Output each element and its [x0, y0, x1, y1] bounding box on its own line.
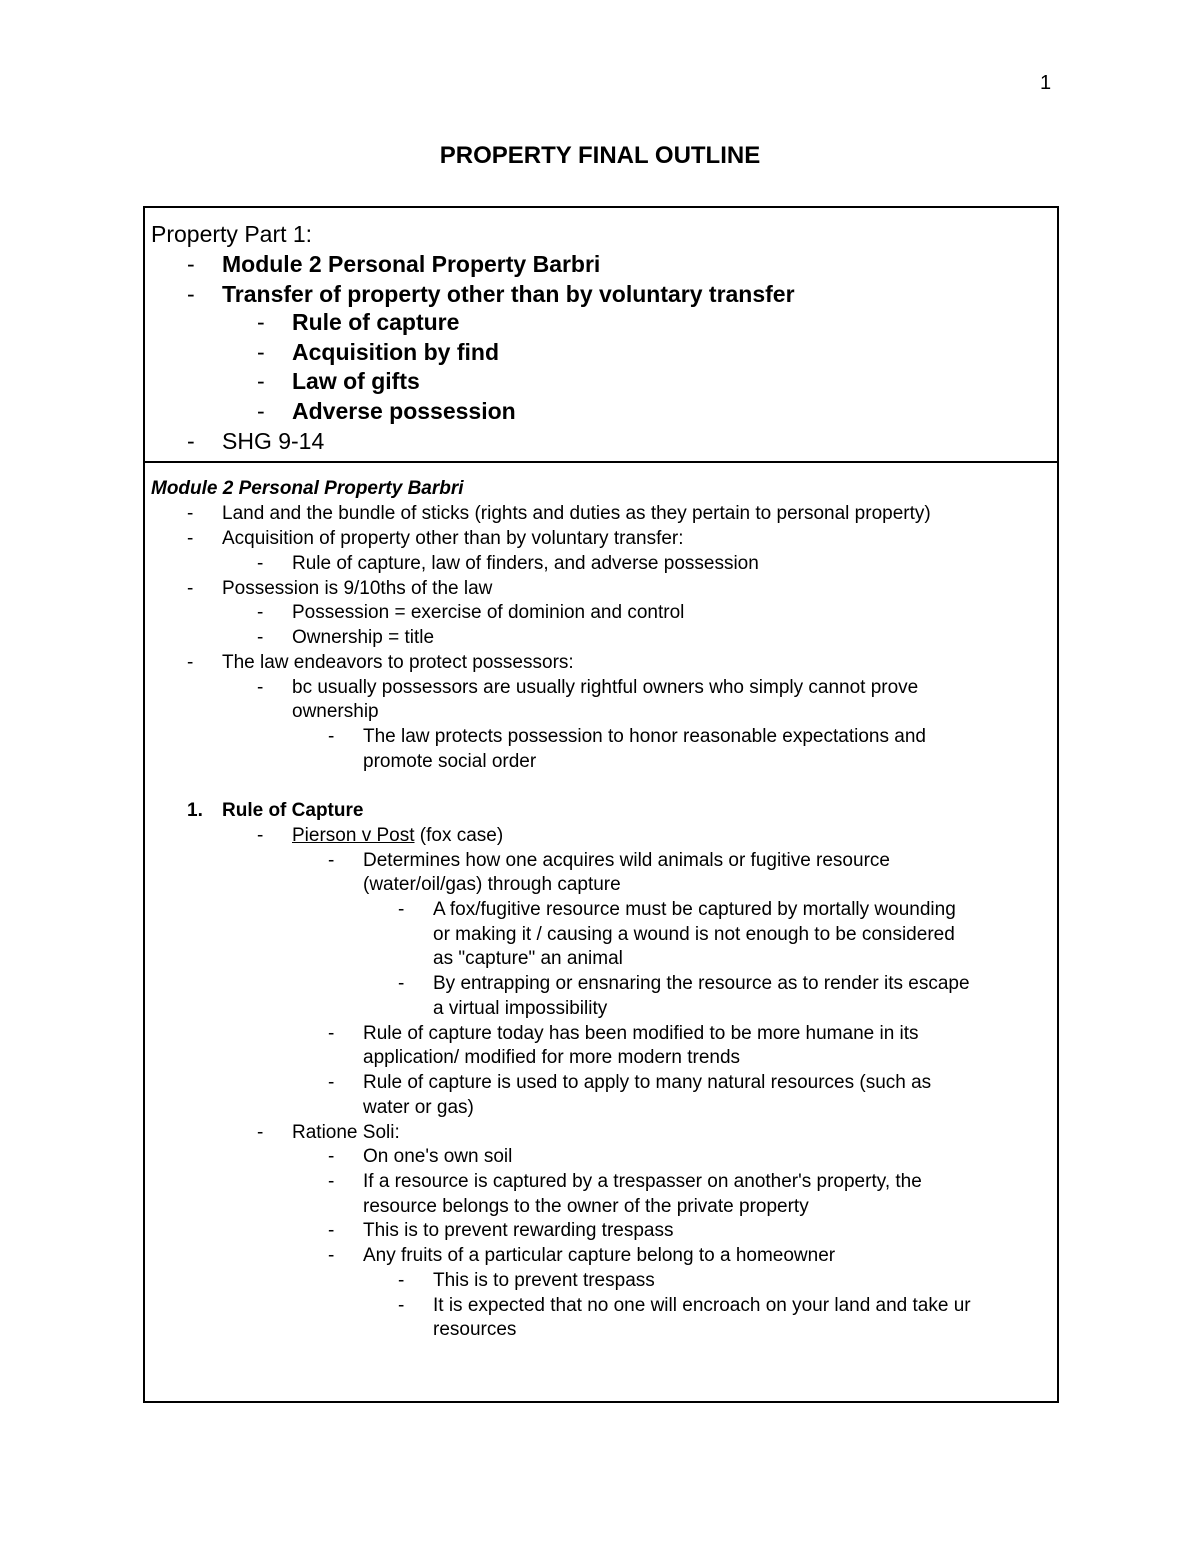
note-line: resources: [433, 1319, 517, 1340]
bullet-dash: -: [257, 677, 264, 698]
note-line: This is to prevent rewarding trespass: [363, 1220, 674, 1241]
toc-item: Rule of capture: [292, 309, 460, 335]
toc-item: Acquisition by find: [292, 339, 499, 365]
toc-dash: -: [257, 368, 265, 394]
note-line: water or gas): [363, 1097, 474, 1118]
toc-item: Module 2 Personal Property Barbri: [222, 251, 601, 277]
case-line: [292, 825, 503, 847]
case-name: Pierson v Post: [292, 825, 415, 846]
bullet-dash: -: [328, 1220, 335, 1241]
note-line: It is expected that no one will encroach on your land and take ur: [433, 1295, 971, 1316]
toc-dash: -: [187, 281, 195, 307]
bullet-dash: -: [398, 1295, 405, 1316]
toc-item: SHG 9-14: [222, 428, 325, 454]
bullet-dash: -: [328, 1171, 335, 1192]
bullet-dash: -: [187, 652, 194, 673]
note-line: Determines how one acquires wild animals or fugitive resource: [363, 850, 890, 871]
bullet-dash: -: [257, 627, 264, 648]
note-line: a virtual impossibility: [433, 998, 608, 1019]
bullet-dash: -: [398, 899, 405, 920]
bullet-dash: -: [328, 726, 335, 747]
case-note: (fox case): [414, 825, 504, 846]
bullet-dash: -: [257, 602, 264, 623]
bullet-dash: -: [328, 1072, 335, 1093]
toc-section: [145, 208, 1057, 463]
bullet-dash: -: [398, 973, 405, 994]
note-line: Ratione Soli:: [292, 1122, 400, 1143]
toc-dash: -: [187, 428, 195, 454]
note-line: promote social order: [363, 751, 537, 772]
note-line: If a resource is captured by a trespasser on another's property, the: [363, 1171, 922, 1192]
note-line: (water/oil/gas) through capture: [363, 874, 621, 895]
section-heading: Module 2 Personal Property Barbri: [151, 478, 464, 499]
note-line: Possession is 9/10ths of the law: [222, 578, 493, 599]
bullet-dash: -: [187, 578, 194, 599]
note-line: Any fruits of a particular capture belong to a homeowner: [363, 1245, 836, 1266]
bullet-dash: -: [328, 1146, 335, 1167]
note-line: as "capture" an animal: [433, 948, 623, 969]
bullet-dash: -: [328, 1023, 335, 1044]
toc-dash: -: [187, 251, 195, 277]
note-line: By entrapping or ensnaring the resource as to render its escape: [433, 973, 970, 994]
note-line: The law endeavors to protect possessors:: [222, 652, 574, 673]
note-line: The law protects possession to honor reasonable expectations and: [363, 726, 926, 747]
bullet-dash: -: [398, 1270, 405, 1291]
document-title: PROPERTY FINAL OUTLINE: [439, 142, 761, 169]
page-number: 1: [1040, 72, 1052, 94]
note-line: resource belongs to the owner of the private property: [363, 1196, 809, 1217]
note-line: Ownership = title: [292, 627, 435, 648]
note-line: or making it / causing a wound is not enough to be considered: [433, 924, 955, 945]
note-line: A fox/fugitive resource must be captured by mortally wounding: [433, 899, 956, 920]
bullet-dash: -: [257, 1122, 264, 1143]
bullet-dash: -: [187, 503, 194, 524]
toc-item: Law of gifts: [292, 368, 420, 394]
note-line: Rule of capture is used to apply to many natural resources (such as: [363, 1072, 932, 1093]
bullet-dash: -: [187, 528, 194, 549]
note-line: bc usually possessors are usually rightful owners who simply cannot prove: [292, 677, 919, 698]
note-line: Rule of capture today has been modified to be more humane in its: [363, 1023, 919, 1044]
note-line: Rule of capture, law of finders, and adverse possession: [292, 553, 759, 574]
toc-heading: Property Part 1:: [151, 221, 313, 247]
note-line: Acquisition of property other than by voluntary transfer:: [222, 528, 684, 549]
bullet-dash: -: [328, 1245, 335, 1266]
note-line: application/ modified for more modern trends: [363, 1047, 741, 1068]
toc-item: Transfer of property other than by voluntary transfer: [222, 281, 795, 307]
toc-item: Adverse possession: [292, 398, 516, 424]
toc-dash: -: [257, 339, 265, 365]
note-line: This is to prevent trespass: [433, 1270, 655, 1291]
section-heading-rule-of-capture: Rule of Capture: [222, 800, 364, 821]
note-line: ownership: [292, 701, 379, 722]
bullet-dash: -: [257, 553, 264, 574]
note-line: On one's own soil: [363, 1146, 513, 1167]
outline-box: [143, 206, 1059, 1403]
note-line: Possession = exercise of dominion and control: [292, 602, 685, 623]
toc-dash: -: [257, 309, 265, 335]
bullet-dash: -: [328, 850, 335, 871]
bullet-dash: -: [257, 825, 264, 846]
section-number: 1.: [187, 800, 203, 821]
note-line: Land and the bundle of sticks (rights and duties as they pertain to personal property): [222, 503, 931, 524]
toc-dash: -: [257, 398, 265, 424]
